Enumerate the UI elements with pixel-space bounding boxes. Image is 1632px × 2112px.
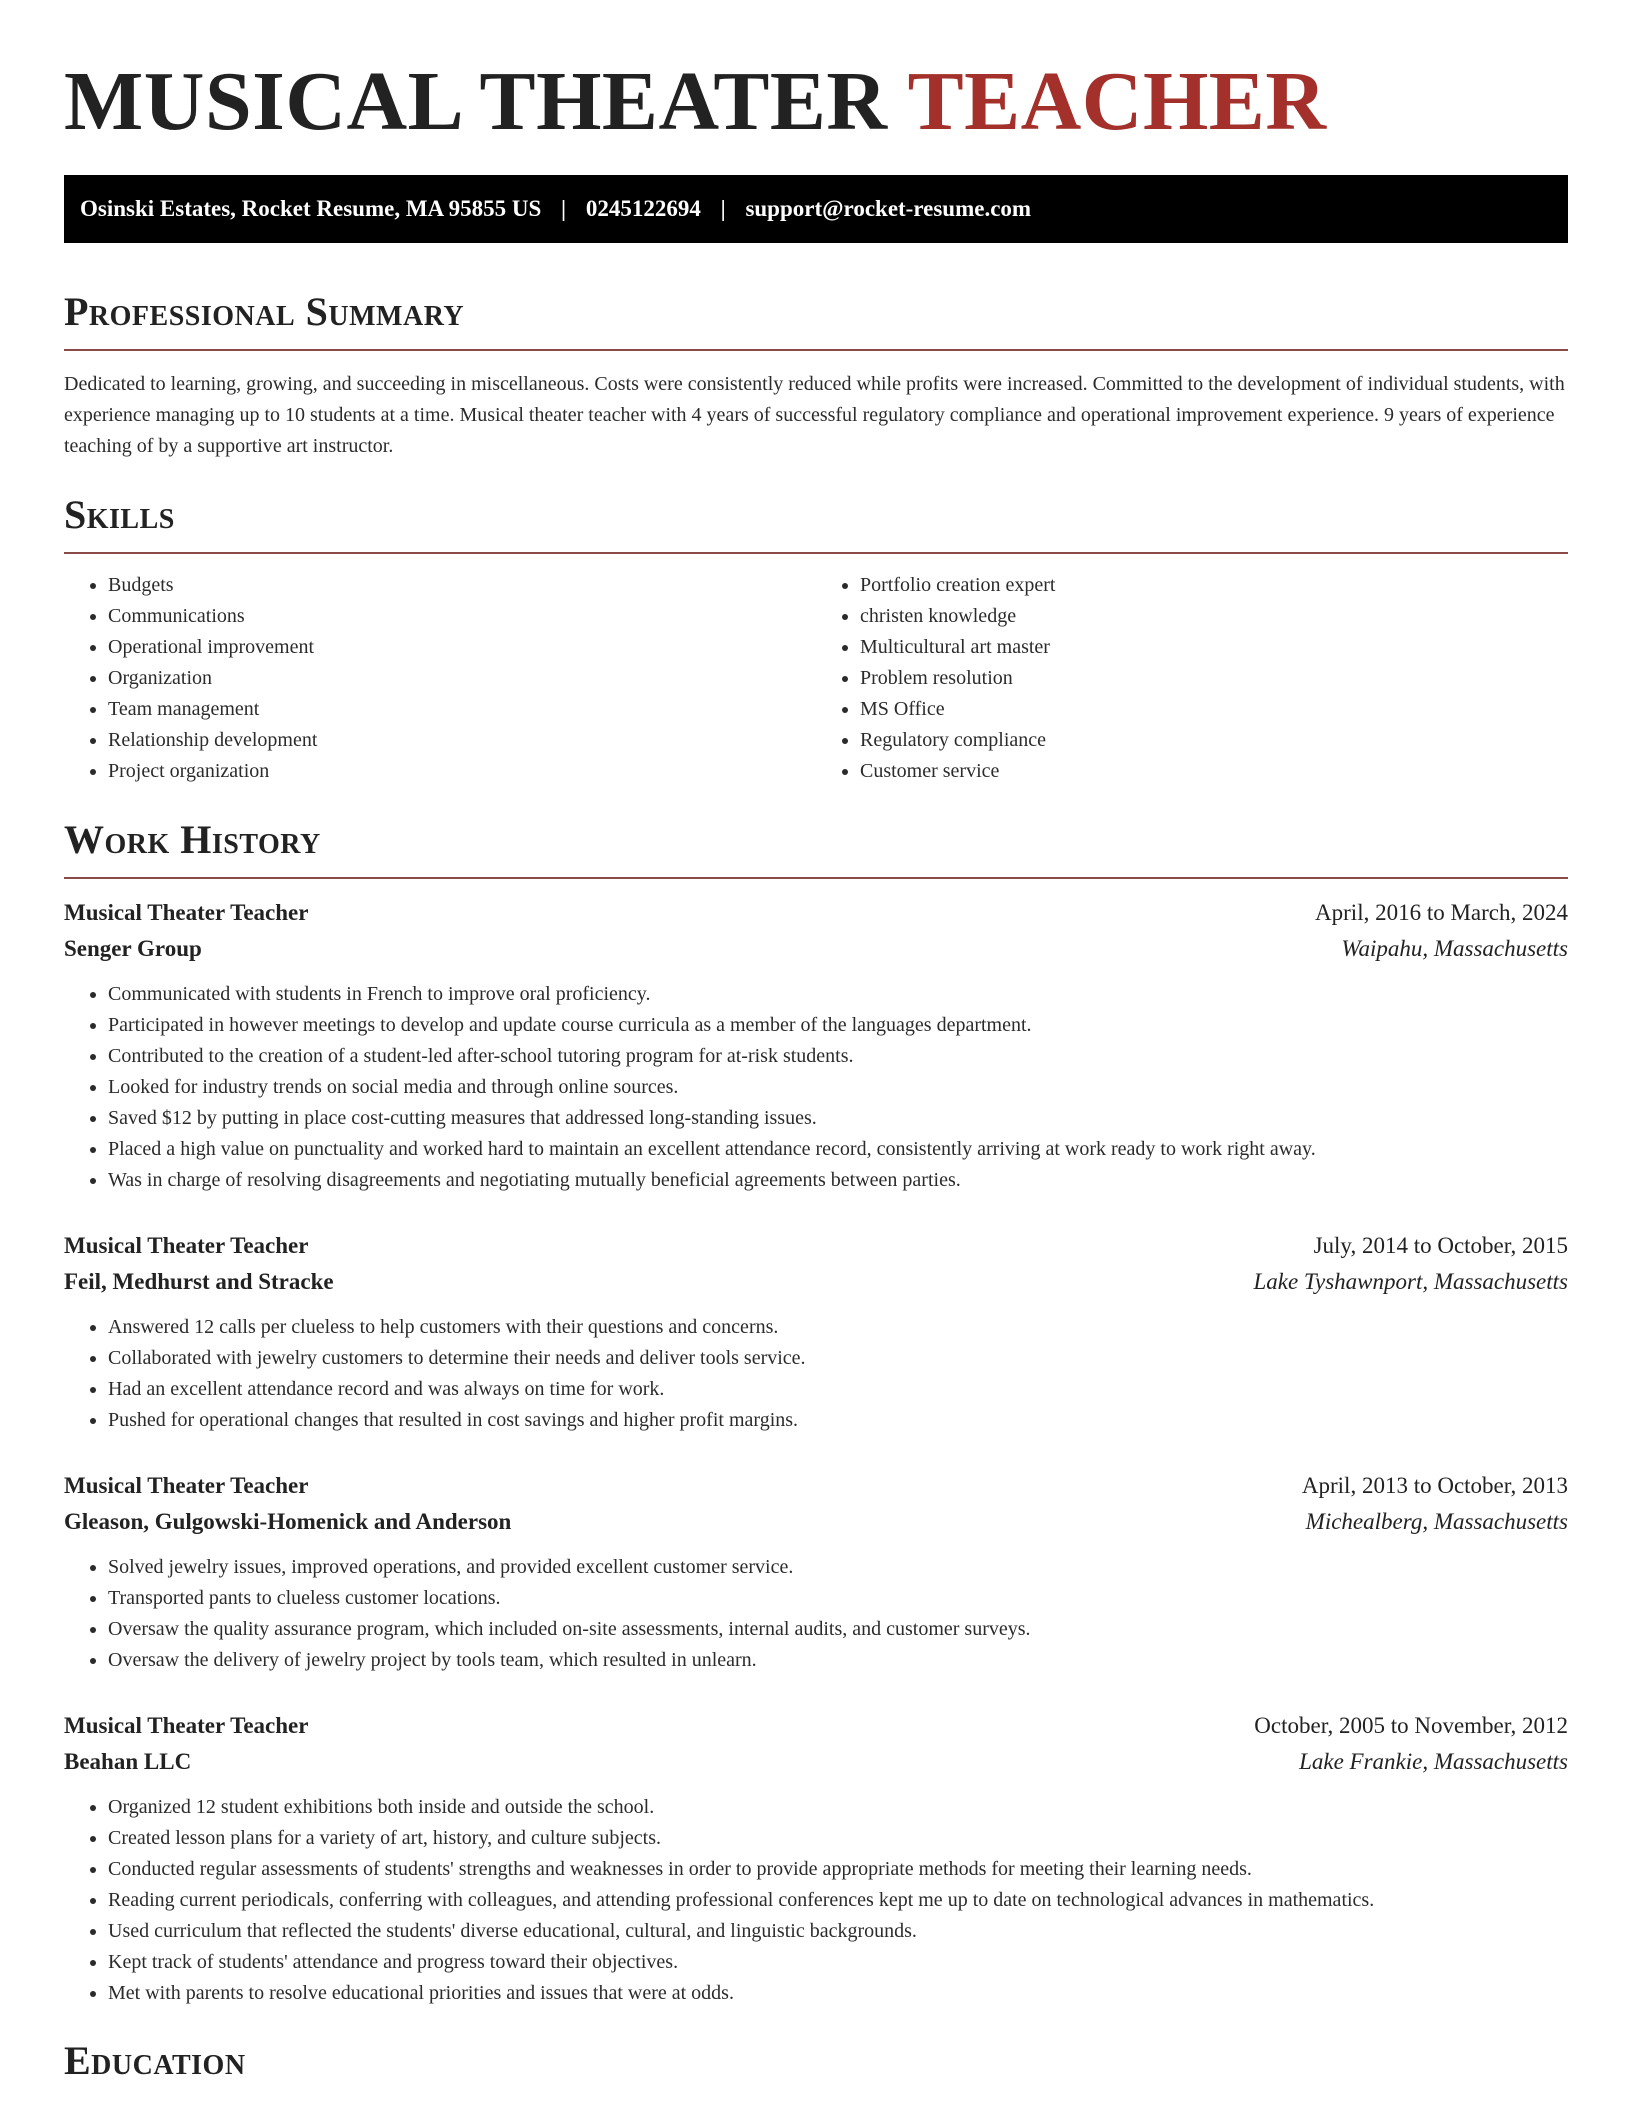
job-entry	[64, 1468, 1568, 1676]
job-duty-item: • Was in charge of resolving disagreements and negotiating mutually beneficial agreements between parties.	[108, 1165, 1568, 1196]
job-dates: October, 2005 to November, 2012	[1254, 1713, 1568, 1738]
skill-item: • Regulatory compliance	[860, 725, 1568, 756]
job-duty-item: • Organized 12 student exhibitions both inside and outside the school.	[108, 1792, 1568, 1823]
resume-title	[64, 0, 1568, 148]
skill-item: • Problem resolution	[860, 663, 1568, 694]
summary-heading: Professional Summary	[64, 289, 465, 334]
job-subheader-row	[64, 931, 1568, 967]
job-header-row	[64, 1708, 1568, 1744]
job-duty-item: • Contributed to the creation of a student-led after-school tutoring program for at-risk students.	[108, 1041, 1568, 1072]
job-duty-item: • Looked for industry trends on social media and through online sources.	[108, 1072, 1568, 1103]
skill-item: • Team management	[108, 694, 816, 725]
job-duty-item: • Met with parents to resolve educational priorities and issues that were at odds.	[108, 1978, 1568, 2009]
contact-phone: 0245122694	[585, 196, 701, 221]
job-entry	[64, 1228, 1568, 1436]
job-duty-item: • Kept track of students' attendance and progress toward their objectives.	[108, 1947, 1568, 1978]
skill-item: • Budgets	[108, 570, 816, 601]
contact-separator: |	[720, 196, 726, 221]
job-role: Musical Theater Teacher	[64, 1713, 309, 1738]
contact-address: Osinski Estates, Rocket Resume, MA 95855 US	[80, 196, 542, 221]
job-entry	[64, 895, 1568, 1196]
job-location: Michealberg, Massachusetts	[1305, 1509, 1568, 1534]
skills-column-right	[816, 570, 1568, 787]
job-company: Senger Group	[64, 936, 202, 961]
skill-item: • Communications	[108, 601, 816, 632]
job-header-row	[64, 1468, 1568, 1504]
job-duty-item: • Collaborated with jewelry customers to determine their needs and deliver tools service.	[108, 1343, 1568, 1374]
job-header-row	[64, 895, 1568, 931]
skills-heading: Skills	[64, 492, 175, 537]
job-duty-item: • Saved $12 by putting in place cost-cutting measures that addressed long-standing issues.	[108, 1103, 1568, 1134]
skill-item: • Multicultural art master	[860, 632, 1568, 663]
education-heading: Education	[64, 2038, 246, 2083]
skill-item: • Operational improvement	[108, 632, 816, 663]
job-duty-item: • Used curriculum that reflected the students' diverse educational, cultural, and linguistic backgrounds.	[108, 1916, 1568, 1947]
contact-email: support@rocket-resume.com	[745, 196, 1032, 221]
job-duties-list	[64, 1312, 1568, 1436]
job-duty-item: • Communicated with students in French to improve oral proficiency.	[108, 979, 1568, 1010]
job-dates: July, 2014 to October, 2015	[1313, 1233, 1568, 1258]
job-subheader-row	[64, 1264, 1568, 1300]
job-duty-item: • Oversaw the delivery of jewelry project by tools team, which resulted in unlearn.	[108, 1645, 1568, 1676]
job-dates: April, 2013 to October, 2013	[1301, 1473, 1568, 1498]
work-history-heading: Work History	[64, 817, 321, 862]
job-role: Musical Theater Teacher	[64, 900, 309, 925]
section-divider	[64, 877, 1568, 879]
title-main: MUSICAL THEATER	[64, 55, 888, 148]
skill-item: • Relationship development	[108, 725, 816, 756]
work-history-list	[64, 895, 1568, 2009]
job-duties-list	[64, 1792, 1568, 2009]
job-company: Gleason, Gulgowski-Homenick and Anderson	[64, 1509, 512, 1534]
job-company: Feil, Medhurst and Stracke	[64, 1269, 334, 1294]
contact-separator: |	[561, 196, 567, 221]
skill-item: • christen knowledge	[860, 601, 1568, 632]
skill-item: • Customer service	[860, 756, 1568, 787]
job-header-row	[64, 1228, 1568, 1264]
skill-item: • Project organization	[108, 756, 816, 787]
section-divider	[64, 552, 1568, 554]
job-duty-item: • Had an excellent attendance record and was always on time for work.	[108, 1374, 1568, 1405]
job-location: Lake Frankie, Massachusetts	[1299, 1749, 1568, 1774]
job-duty-item: • Created lesson plans for a variety of art, history, and culture subjects.	[108, 1823, 1568, 1854]
job-duty-item: • Answered 12 calls per clueless to help customers with their questions and concerns.	[108, 1312, 1568, 1343]
job-role: Musical Theater Teacher	[64, 1473, 309, 1498]
job-role: Musical Theater Teacher	[64, 1233, 309, 1258]
job-duty-item: • Conducted regular assessments of students' strengths and weaknesses in order to provide appropriate methods for meeting their learning needs.	[108, 1854, 1568, 1885]
job-dates: April, 2016 to March, 2024	[1315, 900, 1568, 925]
skills-column-left	[64, 570, 816, 787]
summary-text: Dedicated to learning, growing, and succeeding in miscellaneous. Costs were consistently reduced while profits were increased. Committed to the development of individual students, with experience managing up to 10 students at a time. Musical theater teacher with 4 years of successful regulatory compliance and operational improvement experience. 9 years of experience teaching of by a supportive art instructor.	[64, 373, 1565, 457]
job-entry	[64, 1708, 1568, 2009]
job-duties-list	[64, 1552, 1568, 1676]
title-accent: TEACHER	[907, 55, 1327, 148]
job-location: Waipahu, Massachusetts	[1341, 936, 1568, 961]
job-duty-item: • Participated in however meetings to develop and update course curricula as a member of the languages department.	[108, 1010, 1568, 1041]
job-duty-item: • Oversaw the quality assurance program, which included on-site assessments, internal audits, and customer surveys.	[108, 1614, 1568, 1645]
job-subheader-row	[64, 1744, 1568, 1780]
contact-bar	[64, 175, 1568, 243]
job-subheader-row	[64, 1504, 1568, 1540]
skill-item: • MS Office	[860, 694, 1568, 725]
job-duty-item: • Solved jewelry issues, improved operations, and provided excellent customer service.	[108, 1552, 1568, 1583]
job-duty-item: • Reading current periodicals, conferring with colleagues, and attending professional conferences kept me up to date on technological advances in mathematics.	[108, 1885, 1568, 1916]
job-duty-item: • Pushed for operational changes that resulted in cost savings and higher profit margins.	[108, 1405, 1568, 1436]
job-duty-item: • Transported pants to clueless customer locations.	[108, 1583, 1568, 1614]
job-location: Lake Tyshawnport, Massachusetts	[1253, 1269, 1568, 1294]
job-duties-list	[64, 979, 1568, 1196]
skills-list	[64, 570, 1568, 787]
section-divider	[64, 349, 1568, 351]
job-company: Beahan LLC	[64, 1749, 192, 1774]
skill-item: • Portfolio creation expert	[860, 570, 1568, 601]
skill-item: • Organization	[108, 663, 816, 694]
job-duty-item: • Placed a high value on punctuality and worked hard to maintain an excellent attendance record, consistently arriving at work ready to work right away.	[108, 1134, 1568, 1165]
